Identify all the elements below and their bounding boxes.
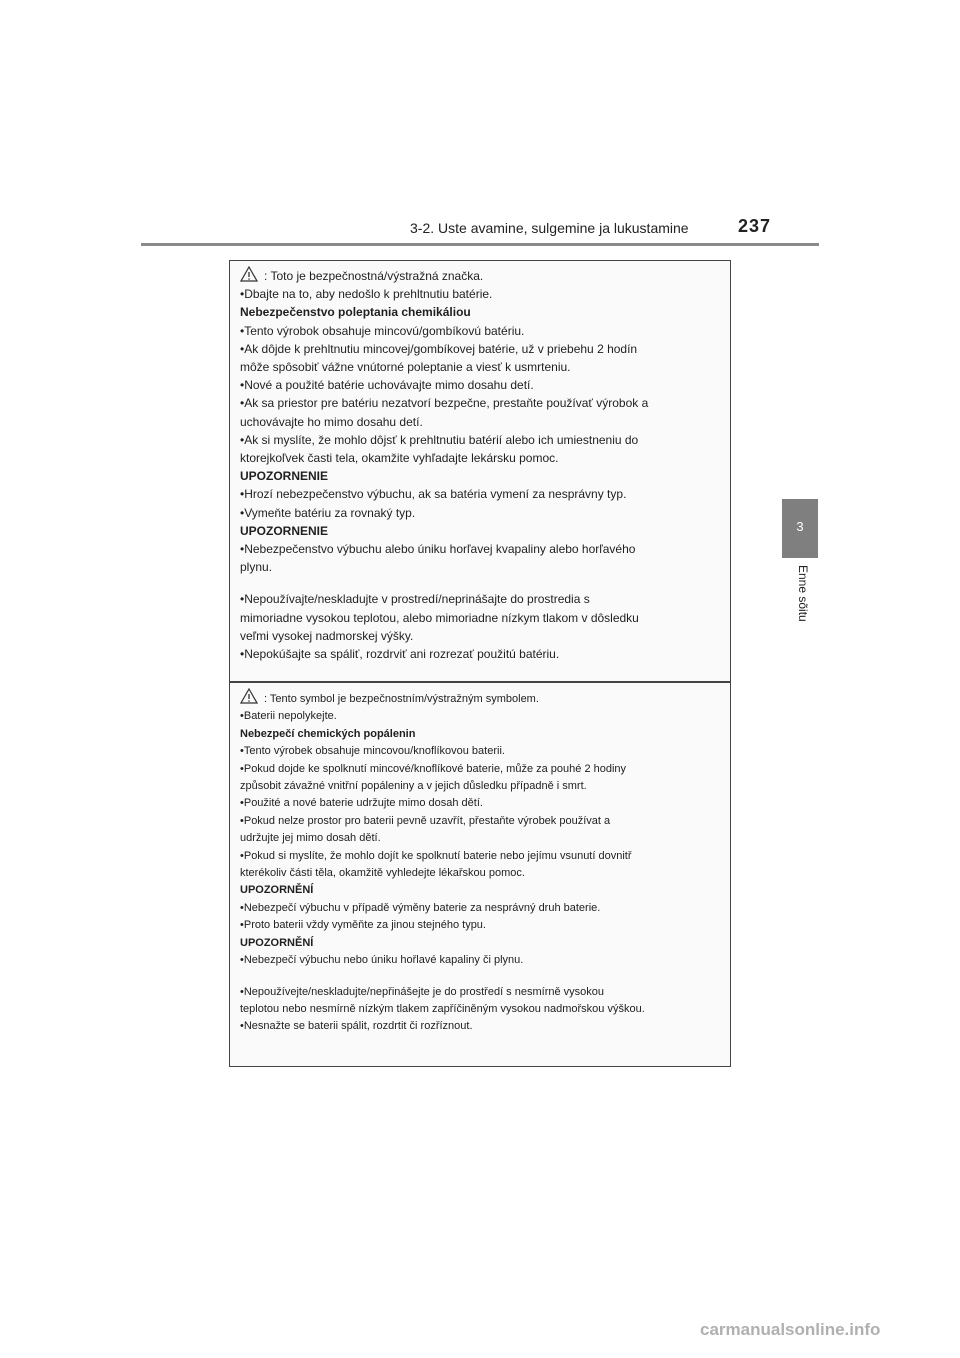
header-section-title: 3-2. Uste avamine, sulgemine ja lukustamine: [410, 220, 689, 236]
text-line: veľmi vysokej nadmorskej výšky.: [240, 628, 414, 643]
text-line: ktorejkoľvek časti tela, okamžite vyhľadajte lekársku pomoc.: [240, 451, 559, 466]
text-line: •Ak dôjde k prehltnutiu mincovej/gombíkovej batérie, už v priebehu 2 hodín: [240, 341, 638, 356]
chapter-tab-label: Enne sõitu: [796, 565, 810, 622]
text-line: môže spôsobiť vážne vnútorné poleptanie a viesť k usmrteniu.: [240, 360, 571, 375]
text-line: •Nebezpečí výbuchu nebo úniku hořlavé kapaliny či plynu.: [240, 954, 524, 967]
text-line: •Proto baterii vždy vyměňte za jinou stejného typu.: [240, 919, 486, 932]
cz-lines: [240, 708, 722, 969]
text-line: UPOZORNENIE: [240, 469, 329, 484]
text-line: •Nebezpečenstvo výbuchu alebo úniku horľavej kvapaliny alebo horľavého: [240, 542, 636, 557]
text-line: •Nebezpečí výbuchu v případě výměny baterie za nesprávný druh baterie.: [240, 901, 601, 914]
text-line: •Použité a nové baterie udržujte mimo dosah dětí.: [240, 797, 483, 810]
text-line: •Nepoužívejte/neskladujte/nepřinášejte je do prostředí s nesmírně vysokou: [240, 985, 604, 998]
text-line: UPOZORNĚNÍ: [240, 936, 314, 949]
chapter-tab-number: 3: [796, 519, 804, 534]
warning-symbol-note: : Tento symbol je bezpečnostním/výstražným symbolem.: [240, 688, 722, 708]
page-number: 237: [738, 216, 772, 236]
text-line: •Tento výrobok obsahuje mincovú/gombíkovú batériu.: [240, 323, 525, 338]
text-line: kterékoliv části těla, okamžitě vyhledejte lékařskou pomoc.: [240, 867, 525, 880]
text-line: plynu.: [240, 560, 273, 575]
text-line: •Pokud nelze prostor pro baterii pevně uzavřít, přestaňte výrobek používat a: [240, 814, 611, 827]
text-line: •Nepoužívajte/neskladujte v prostredí/neprinášajte do prostredia s: [240, 592, 590, 607]
text-line: Nebezpečí chemických popálenin: [240, 727, 416, 740]
warning-box-slovak: [229, 260, 731, 682]
warning-triangle-icon: [240, 688, 258, 704]
warning-triangle-icon: [240, 266, 258, 282]
warning-symbol-note: : Toto je bezpečnostná/výstražná značka.: [240, 266, 722, 285]
text-line: mimoriadne vysokou teplotou, alebo mimoriadne nízkym tlakom v dôsledku: [240, 610, 639, 625]
text-line: Nebezpečenstvo poleptania chemikáliou: [240, 305, 471, 320]
watermark-text: carmanualsonline.info: [700, 1320, 881, 1339]
text-line: UPOZORNENIE: [240, 523, 329, 538]
text-line: •Dbajte na to, aby nedošlo k prehltnutiu batérie.: [240, 287, 493, 302]
sk-lines: [240, 285, 722, 576]
text-line: •Tento výrobek obsahuje mincovou/knoflíkovou baterii.: [240, 745, 505, 758]
text-line: •Ak si myslíte, že mohlo dôjsť k prehltnutiu batérií alebo ich umiestneniu do: [240, 432, 639, 447]
warning-box-czech: [229, 682, 731, 1067]
text-line: •Nepokúšajte sa spáliť, rozdrviť ani rozrezať použitú batériu.: [240, 647, 560, 662]
text-line: •Pokud si myslíte, že mohlo dojít ke spolknutí baterie nebo jejímu vsunutí dovnitř: [240, 849, 632, 862]
cz-lines-after-gap: [240, 984, 722, 1036]
text-line: teplotou nebo nesmírně nízkým tlakem zapříčiněným vysokou nadmořskou výškou.: [240, 1002, 645, 1015]
text-line: •Vymeňte batériu za rovnaký typ.: [240, 505, 416, 520]
text-line: •Nové a použité batérie uchovávajte mimo dosahu detí.: [240, 378, 534, 393]
header-rule: [141, 243, 819, 246]
text-line: udržujte jej mimo dosah dětí.: [240, 832, 381, 845]
sk-lines-after-gap: [240, 590, 722, 663]
text-line: •Pokud dojde ke spolknutí mincové/knoflíkové baterie, může za pouhé 2 hodiny: [240, 762, 627, 775]
text-line: •Ak sa priestor pre batériu nezatvorí bezpečne, prestaňte používať výrobok a: [240, 396, 649, 411]
text-line: •Nesnažte se baterii spálit, rozdrtit či rozříznout.: [240, 1020, 473, 1033]
text-line: UPOZORNĚNÍ: [240, 884, 314, 897]
text-line: •Hrozí nebezpečenstvo výbuchu, ak sa batéria vymení za nesprávny typ.: [240, 487, 627, 502]
text-line: uchovávajte ho mimo dosahu detí.: [240, 414, 423, 429]
text-line: způsobit závažné vnitřní popáleniny a v jejich důsledku případně i smrt.: [240, 780, 587, 793]
text-line: •Baterii nepolykejte.: [240, 710, 337, 723]
